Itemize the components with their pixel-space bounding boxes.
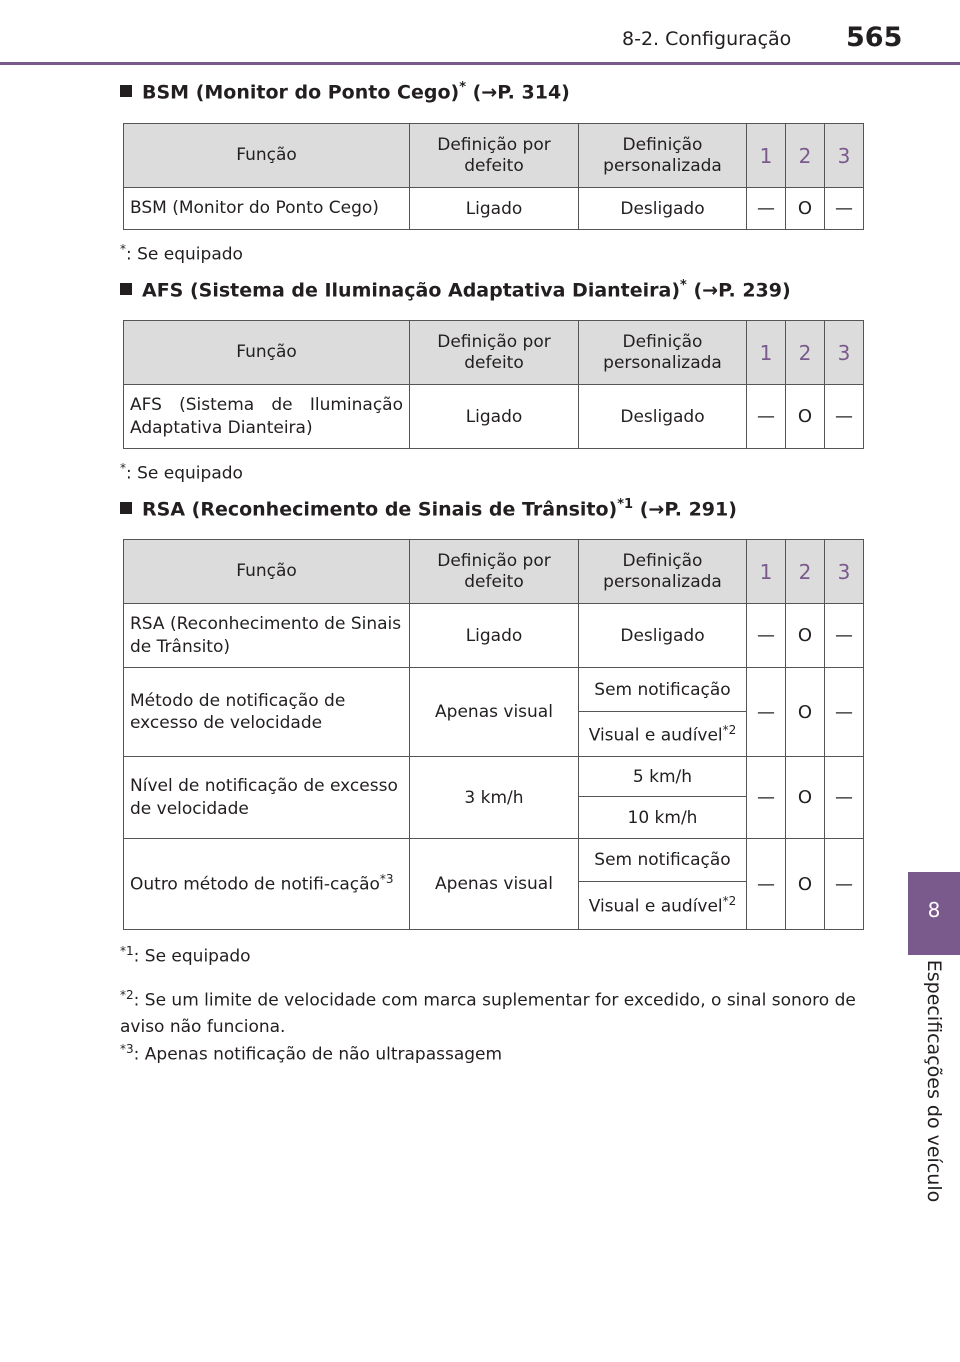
rsa-footnote-2 (120, 982, 865, 1040)
notification-level-col-1: — (747, 757, 786, 839)
other-method-col-1: — (747, 839, 786, 930)
other-method-col-2: O (786, 839, 825, 930)
notification-method-default: Apenas visual (410, 668, 579, 757)
notification-method-col-2: O (786, 668, 825, 757)
rsa-heading (120, 497, 737, 520)
header-col-3: 3 (825, 540, 864, 604)
rsa-heading-text: RSA (Reconhecimento de Sinais de Trânsito) (142, 498, 618, 521)
rsa-footnote-1 (120, 944, 251, 967)
option-mark: *2 (722, 722, 737, 737)
header-col-2: 2 (786, 124, 825, 188)
chapter-number: 8 (927, 898, 941, 922)
header-custom: Definição personalizada (579, 321, 747, 385)
footnote-mark: *1 (120, 944, 134, 958)
notification-level-function: Nível de notificação de excesso de velocidade (124, 757, 410, 839)
bsm-col-1: — (747, 188, 786, 230)
header-col-2: 2 (786, 321, 825, 385)
option-mark: *2 (722, 894, 737, 909)
function-text: Outro método de notifi-cação (130, 874, 380, 895)
bsm-col-2: O (786, 188, 825, 230)
header-col-1: 1 (747, 321, 786, 385)
other-method-function (124, 839, 410, 930)
afs-heading-ref[interactable]: (→P. 239) (693, 279, 791, 302)
rsa-col-3: — (825, 604, 864, 668)
other-method-default: Apenas visual (410, 839, 579, 930)
square-bullet-icon (120, 283, 132, 295)
footnote-mark: *3 (120, 1042, 134, 1056)
header-default: Definição por defeito (410, 321, 579, 385)
option-text: Visual e audível (588, 725, 723, 746)
footnote-text: : Apenas notificação de não ultrapassagem (133, 1044, 503, 1065)
notification-method-col-1: — (747, 668, 786, 757)
header-rule (0, 62, 960, 65)
bsm-table (123, 123, 864, 230)
afs-heading (120, 278, 791, 301)
header-col-3: 3 (825, 321, 864, 385)
afs-footnote-text: : Se equipado (126, 463, 243, 484)
afs-col-3: — (825, 385, 864, 449)
bsm-heading-ref[interactable]: (→P. 314) (472, 81, 570, 104)
bsm-col-3: — (825, 188, 864, 230)
notification-level-col-3: — (825, 757, 864, 839)
bsm-heading (120, 80, 570, 103)
header-function: Função (124, 321, 410, 385)
bsm-default: Ligado (410, 188, 579, 230)
afs-heading-text: AFS (Sistema de Iluminação Adaptativa Dianteira) (142, 279, 681, 302)
rsa-heading-ref[interactable]: (→P. 291) (639, 498, 737, 521)
rsa-col-2: O (786, 604, 825, 668)
afs-function: AFS (Sistema de Iluminação Adaptativa Dianteira) (124, 385, 410, 449)
notification-level-col-2: O (786, 757, 825, 839)
section-label: 8-2. Configuração (622, 28, 792, 50)
footnote-text: : Se um limite de velocidade com marca suplementar for excedido, o sinal sonoro de aviso não funciona. (120, 990, 856, 1037)
notification-level-option-a: 5 km/h (579, 757, 747, 797)
afs-footnote-mark: * (120, 461, 126, 475)
header-function: Função (124, 540, 410, 604)
square-bullet-icon (120, 502, 132, 514)
header-function: Função (124, 124, 410, 188)
rsa-heading-mark: *1 (617, 497, 634, 512)
notification-method-function: Método de notificação de excesso de velocidade (124, 668, 410, 757)
bsm-heading-text: BSM (Monitor do Ponto Cego) (142, 81, 460, 104)
rsa-default: Ligado (410, 604, 579, 668)
rsa-footnote-3 (120, 1042, 502, 1065)
bsm-footnote-text: : Se equipado (126, 244, 243, 265)
afs-heading-mark: * (680, 278, 687, 293)
header-col-1: 1 (747, 124, 786, 188)
afs-default: Ligado (410, 385, 579, 449)
bsm-footnote-mark: * (120, 242, 126, 256)
bsm-heading-mark: * (459, 80, 466, 95)
bsm-footnote (120, 242, 243, 265)
afs-custom: Desligado (579, 385, 747, 449)
option-text: Visual e audível (588, 896, 723, 917)
header-col-1: 1 (747, 540, 786, 604)
header-default: Definição por defeito (410, 540, 579, 604)
header-default: Definição por defeito (410, 124, 579, 188)
afs-col-2: O (786, 385, 825, 449)
function-mark: *3 (379, 872, 394, 887)
header-custom: Definição personalizada (579, 540, 747, 604)
notification-method-col-3: — (825, 668, 864, 757)
afs-footnote (120, 461, 243, 484)
bsm-function: BSM (Monitor do Ponto Cego) (124, 188, 410, 230)
header-col-3: 3 (825, 124, 864, 188)
notification-level-option-b: 10 km/h (579, 797, 747, 839)
rsa-custom: Desligado (579, 604, 747, 668)
bsm-custom: Desligado (579, 188, 747, 230)
footnote-mark: *2 (120, 988, 134, 1002)
notification-method-option-b (579, 712, 747, 757)
afs-col-1: — (747, 385, 786, 449)
other-method-col-3: — (825, 839, 864, 930)
chapter-label: Especificações do veículo (923, 959, 945, 1203)
other-method-option-b (579, 882, 747, 930)
square-bullet-icon (120, 85, 132, 97)
rsa-col-1: — (747, 604, 786, 668)
afs-table (123, 320, 864, 449)
notification-level-default: 3 km/h (410, 757, 579, 839)
rsa-function: RSA (Reconhecimento de Sinais de Trânsito) (124, 604, 410, 668)
page-number: 565 (846, 22, 903, 53)
header-col-2: 2 (786, 540, 825, 604)
chapter-tab[interactable] (908, 872, 960, 955)
footnote-text: : Se equipado (133, 946, 251, 967)
header-custom: Definição personalizada (579, 124, 747, 188)
rsa-table (123, 539, 864, 930)
other-method-option-a: Sem notificação (579, 839, 747, 882)
notification-method-option-a: Sem notificação (579, 668, 747, 712)
